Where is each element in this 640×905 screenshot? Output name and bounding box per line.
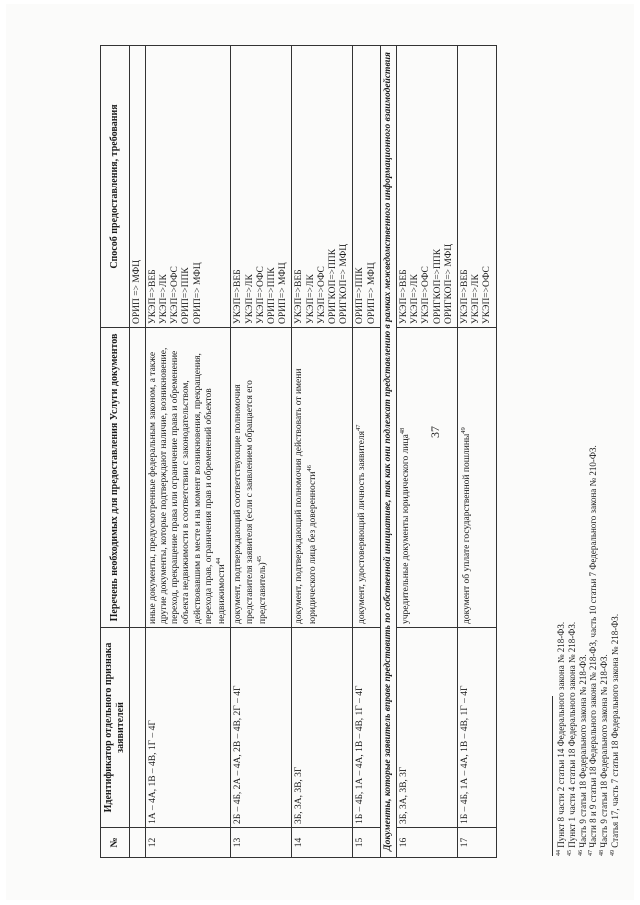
method-item: ОРИГКОП=> МФЦ: [339, 243, 350, 324]
method-item: УКЭП=>ОФС: [255, 266, 266, 324]
services-document-table: [100, 45, 497, 858]
method-item: ОРИП => МФЦ: [131, 259, 142, 324]
method-item: УКЭП=>ОФС: [170, 266, 181, 324]
footnote-reference: 47: [355, 424, 363, 431]
table-row: [292, 46, 353, 858]
applicant-identifier: 1Б – 4Б, 1А – 4А, 1В – 4В, 1Г – 4Г: [458, 628, 497, 828]
table-row: [231, 46, 292, 858]
method-item: УКЭП=>ЛК: [159, 274, 169, 324]
table-header-row: [101, 46, 130, 858]
method-item: УКЭП=>ЛК: [244, 274, 255, 324]
document-text: документ об уплате государственной пошлины: [462, 433, 473, 624]
method-item: УКЭП=>ЛК: [471, 274, 482, 324]
footnote-text: Пункт 1 части 4 статьи 18 Федерального закона № 218-ФЗ.: [566, 621, 577, 848]
method-item: ОРИГКОП=> МФЦ: [443, 243, 454, 324]
applicant-identifier: 3Б, 3А, 3В, 3Г: [397, 628, 458, 828]
footnote-item: [578, 56, 589, 856]
row-number: 16: [397, 828, 458, 858]
footnote-text: Часть 9 статьи 18 Федерального закона № 218-ФЗ.: [577, 654, 588, 848]
method-item: ОРИП=>ППК: [355, 267, 366, 324]
method-item: УКЭП=>ВЕБ: [294, 269, 305, 324]
document-cell: [231, 328, 292, 628]
method-cell: [353, 46, 380, 328]
header-identifier: Идентификатор отдельного признака заявителей: [101, 628, 130, 828]
method-item: ОРИП=>ППК: [181, 267, 192, 324]
method-item: УКЭП=>ЛК: [305, 274, 316, 324]
table-row: [397, 46, 458, 858]
method-item: УКЭП=>ОФС: [316, 266, 327, 324]
header-documents: Перечень необходимых для предоставления Услуги документов: [101, 328, 130, 628]
footnote-item: [599, 56, 610, 856]
footnote-text: Пункт 8 части 2 статьи 14 Федерального закона № 218-ФЗ.: [556, 621, 566, 848]
rotated-page-content: [100, 46, 620, 858]
table-area: [100, 46, 497, 858]
footnote-mark: 45: [566, 850, 573, 856]
table-row-continuation: [129, 46, 145, 858]
section-title: Документы, которые заявитель вправе представить по собственной инициативе, так как они подлежат представлению в рамках межведомственного информационного взаимодействия: [380, 46, 396, 858]
table-section: [380, 46, 396, 858]
document-cell: [397, 328, 458, 628]
method-item: УКЭП=>ВЕБ: [233, 269, 244, 324]
footnote-reference: 45: [255, 555, 263, 563]
table-row: [353, 46, 380, 858]
footnote-mark: 49: [609, 850, 616, 856]
footnote-item: [567, 56, 578, 856]
method-cell: [292, 46, 353, 328]
method-cell-continuation: [129, 46, 145, 328]
footnote-text: Статья 17, часть 7 статьи 18 Федерального закона № 218-ФЗ.: [609, 613, 620, 848]
footnote-list: [556, 56, 621, 856]
applicant-identifier: 3Б, 3А, 3В, 3Г: [292, 628, 353, 828]
footnote-mark: 48: [599, 850, 606, 856]
document-cell: [292, 328, 353, 628]
document-cell: [458, 328, 497, 628]
method-item: ОРИП=> МФЦ: [192, 262, 203, 324]
document-text: документ, удостоверяющий личность заявителя: [357, 430, 368, 624]
header-num: №: [101, 828, 130, 858]
row-number: 13: [231, 828, 292, 858]
footnote-reference: 49: [460, 427, 468, 434]
document-cell: [145, 328, 231, 628]
footnote-text: Часть 9 статьи 18 Федерального закона № 218-ФЗ.: [599, 654, 610, 848]
footnote-divider: [552, 696, 553, 856]
row-number: 14: [292, 828, 353, 858]
method-item: УКЭП=>ВЕБ: [399, 269, 410, 324]
footnote-item: [556, 56, 567, 856]
section-row: [380, 46, 396, 858]
method-cell: [397, 46, 458, 328]
row-number: 15: [353, 828, 380, 858]
method-cell: [458, 46, 497, 328]
document-cell: [353, 328, 380, 628]
footnote-item: [610, 56, 621, 856]
document-text: иные документы, предусмотренные федеральным законом, а также другие документы, которые подтверждают наличие, возникновение, переход, прекращение права или ограничение права и обременение объекта недвижимости в соответствии с законодательством, действовавшим в месте и на момент возникновения, прекращения, перехода прав, ограничения прав и обременений объектов недвижимости: [147, 347, 228, 624]
method-item: ОРИГКОП=>ППК: [432, 248, 443, 324]
footnote-item: [588, 56, 599, 856]
footnotes: [552, 56, 621, 856]
header-method: Способ предоставления, требования: [101, 46, 130, 328]
applicant-identifier: 1А – 4А, 1В – 4В, 1Г – 4Г: [145, 628, 231, 828]
table-row: [145, 46, 231, 858]
page-number: 37: [428, 426, 442, 438]
method-item: УКЭП=>ОФС: [421, 266, 432, 324]
method-item: УКЭП=>ОФС: [482, 266, 493, 324]
document-text: документ, подтверждающий соответствующие полномочия представителя заявителя (если с заявлением обращается его представитель): [233, 380, 268, 624]
table-body-main: [129, 46, 380, 858]
applicant-identifier: 2Б – 4Б, 2А – 4А, 2В – 4В, 2Г – 4Г: [231, 628, 292, 828]
footnote-reference: 46: [305, 465, 313, 472]
method-cell: [231, 46, 292, 328]
method-cell: [145, 46, 231, 328]
footnote-mark: 44: [556, 850, 562, 856]
table-body-interagency: [397, 46, 497, 858]
footnote-reference: 48: [399, 427, 407, 435]
method-item: УКЭП=>ЛК: [410, 274, 421, 324]
footnote-text: Части 8 и 9 статьи 18 Федерального закона № 218-ФЗ, часть 10 статьи 7 Федерального закона № 210-ФЗ.: [588, 445, 599, 848]
row-number: 17: [458, 828, 497, 858]
footnote-reference: 44: [215, 557, 223, 565]
applicant-identifier: 1Б – 4Б, 1А – 4А, 1В – 4В, 1Г – 4Г: [353, 628, 380, 828]
method-item: ОРИГКОП=>ППК: [328, 248, 338, 324]
method-item: УКЭП=>ВЕБ: [147, 269, 158, 324]
footnote-mark: 46: [577, 850, 584, 856]
table-row: [458, 46, 497, 858]
footnote-mark: 47: [588, 850, 595, 856]
row-number: 12: [145, 828, 231, 858]
method-item: УКЭП=>ВЕБ: [460, 269, 471, 324]
method-item: ОРИП=>ППК: [266, 267, 277, 324]
method-item: ОРИП=> МФЦ: [278, 262, 289, 324]
method-item: ОРИП=> МФЦ: [366, 262, 377, 324]
document-text: учредительные документы юридического лица: [401, 434, 412, 624]
document-text: документ, подтверждающий полномочия действовать от имени юридического лица без доверенности: [294, 368, 318, 624]
